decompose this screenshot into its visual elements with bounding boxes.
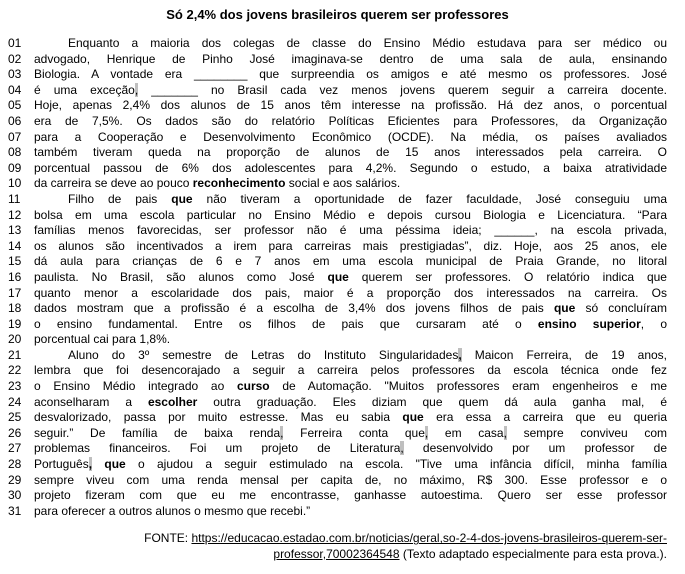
text-segment: o Ensino Médio integrado ao xyxy=(34,379,237,394)
text-segment: de Automação. "Muitos professores eram engenheiros e me xyxy=(269,379,668,394)
text-segment: desvalorizado, passa por muito estresse. Mas eu sabia xyxy=(34,410,403,425)
text-line xyxy=(8,83,667,99)
line-number: 07 xyxy=(8,129,22,144)
line-text xyxy=(34,317,667,333)
text-line xyxy=(8,208,667,224)
highlight-mark: , xyxy=(424,425,429,440)
text-line xyxy=(8,363,667,379)
text-line xyxy=(8,441,667,457)
line-number: 19 xyxy=(8,316,22,331)
text-line xyxy=(8,332,667,348)
line-number: 27 xyxy=(8,441,22,456)
line-text xyxy=(34,254,667,270)
line-text xyxy=(34,83,667,99)
text-segment: advogado, Henrique de Pinho José imaginava-se dentro de uma sala de aula, ensinando xyxy=(34,51,667,66)
bold-text: que xyxy=(553,301,576,316)
text-segment: da carreira se deve ao pouco xyxy=(34,176,193,191)
text-segment: porcentual cai para 1,8%. xyxy=(34,332,171,347)
text-segment: querem ser professores. O relatório indica que xyxy=(348,269,667,284)
line-text xyxy=(34,363,667,379)
text-line xyxy=(8,161,667,177)
line-text xyxy=(34,473,667,489)
text-line xyxy=(8,223,667,239)
line-text xyxy=(34,348,667,364)
text-line xyxy=(8,192,667,208)
source-suffix: (Texto adaptado especialmente para esta prova.). xyxy=(399,546,667,561)
text-segment: os alunos são incentivados a irem para carreiras mais prestigiadas”, diz. Hoje, aos 25 anos, ele xyxy=(34,238,667,253)
text-line xyxy=(8,145,667,161)
text-line xyxy=(8,488,667,504)
line-number: 23 xyxy=(8,379,22,394)
line-number: 21 xyxy=(8,347,22,362)
bold-text: escolher xyxy=(147,394,198,409)
text-line xyxy=(8,410,667,426)
line-text xyxy=(34,395,667,411)
text-segment: social e aos salários. xyxy=(285,176,401,191)
text-line xyxy=(8,504,667,520)
line-text xyxy=(34,239,667,255)
text-line xyxy=(8,395,667,411)
line-text xyxy=(34,176,667,192)
text-line xyxy=(8,98,667,114)
line-number: 30 xyxy=(8,488,22,503)
bold-text: ensino superior xyxy=(537,316,641,331)
line-number: 08 xyxy=(8,145,22,160)
line-text xyxy=(34,192,667,208)
text-segment: sempre conviveu com xyxy=(506,425,668,440)
source-url-line1: https://educacao.estadao.com.br/noticias/geral,so-2-4-dos-jovens-brasileiros-querem-ser- xyxy=(191,531,667,546)
text-segment: Biologia. A vontade era ________ que surpreendia os amigos e até mesmo os professores. José xyxy=(34,67,667,82)
line-number: 15 xyxy=(8,254,22,269)
line-text xyxy=(34,488,667,504)
text-line xyxy=(8,114,667,130)
text-segment: Ferreira conta que xyxy=(283,425,425,440)
bold-text: que xyxy=(402,410,424,425)
highlight-mark: , xyxy=(503,425,507,440)
line-text xyxy=(34,457,667,473)
highlight-mark: , xyxy=(280,425,284,440)
line-number: 31 xyxy=(8,503,22,518)
text-segment: era essa a carreira que eu queria xyxy=(423,410,667,425)
line-text xyxy=(34,426,667,442)
bold-text: que xyxy=(171,191,193,206)
text-segment: é uma exceção xyxy=(34,82,135,97)
document-title: Só 2,4% dos jovens brasileiros querem ser professores xyxy=(166,7,509,22)
text-segment: Enquanto a maioria dos colegas de classe do Ensino Médio estudava para ser médico ou xyxy=(68,36,667,50)
line-text xyxy=(34,145,667,161)
text-body xyxy=(8,36,667,519)
text-segment: não tiveram a oportunidade de fazer faculdade, José conseguiu uma xyxy=(192,191,667,206)
text-segment: problemas financeiros. Foi um projeto de Literatura xyxy=(34,441,401,456)
line-number: 25 xyxy=(8,410,22,425)
text-line xyxy=(8,317,667,333)
line-text xyxy=(34,114,667,130)
line-number: 24 xyxy=(8,394,22,409)
line-text xyxy=(34,379,667,395)
bold-text: que xyxy=(327,269,349,284)
text-line xyxy=(8,254,667,270)
text-line xyxy=(8,348,667,364)
line-text xyxy=(34,441,667,457)
line-number: 14 xyxy=(8,238,22,253)
text-line xyxy=(8,379,667,395)
line-number: 06 xyxy=(8,113,22,128)
text-line xyxy=(8,457,667,473)
line-number: 12 xyxy=(8,207,22,222)
line-text xyxy=(34,410,667,426)
line-number: 20 xyxy=(8,332,22,347)
text-segment: desenvolvido por um professor de xyxy=(403,441,667,456)
line-text xyxy=(34,161,667,177)
line-text xyxy=(34,36,667,52)
source-label: FONTE: xyxy=(144,531,192,546)
source-url-line2: professor,70002364548 xyxy=(273,546,400,561)
line-text xyxy=(34,504,667,520)
highlight-mark: , xyxy=(134,82,139,97)
text-segment: porcentual passou de 6% dos adolescentes para 4,2%. Segundo o estudo, a baixa atratividade xyxy=(34,160,667,175)
line-text xyxy=(34,270,667,286)
text-segment: para a Cooperação e Desenvolvimento Econômico (OCDE). Na média, os países avaliados xyxy=(34,129,667,144)
text-segment: _______ no Brasil cada vez menos jovens querem seguir a carreira docente. xyxy=(138,82,667,97)
line-number: 29 xyxy=(8,472,22,487)
text-segment: só concluíram xyxy=(575,301,667,316)
text-line xyxy=(8,473,667,489)
text-line xyxy=(8,426,667,442)
text-segment: para oferecer a outros alunos o mesmo que recebi.” xyxy=(34,503,311,518)
text-line xyxy=(8,239,667,255)
text-segment: Português xyxy=(34,457,89,472)
line-number: 03 xyxy=(8,67,22,82)
line-number: 04 xyxy=(8,82,22,97)
line-text xyxy=(34,332,667,348)
text-segment: era de 7,5%. Os dados são do relatório Políticas Eficientes para Professores, da Organização xyxy=(34,113,667,128)
text-segment: Hoje, apenas 2,4% dos alunos de 15 anos têm interesse na profissão. Há dez anos, o porcentual xyxy=(34,98,667,113)
line-number: 13 xyxy=(8,223,22,238)
line-text xyxy=(34,301,667,317)
text-segment: dados mostram que a profissão é a escolha de 3,4% dos jovens filhos de pais xyxy=(34,301,554,316)
text-segment: outra graduação. Eles diziam que quem dá aula ganha mal, é xyxy=(197,394,667,409)
text-segment: Aluno do 3º semestre de Letras do Instituto Singularidades xyxy=(68,347,459,362)
text-segment: Filho de pais xyxy=(68,191,172,206)
line-text xyxy=(34,98,667,114)
text-segment xyxy=(92,457,104,471)
text-segment: dá aula para crianças de 6 e 7 anos em uma escola municipal de Praia Grande, no litoral xyxy=(34,254,667,269)
highlight-mark: , xyxy=(400,441,404,456)
line-number: 26 xyxy=(8,425,22,440)
text-segment: paulista. No Brasil, são alunos como José xyxy=(34,269,328,284)
line-number: 16 xyxy=(8,269,22,284)
text-line xyxy=(8,176,667,192)
highlight-mark: , xyxy=(88,457,93,472)
text-line xyxy=(8,270,667,286)
text-segment: , o xyxy=(640,316,668,331)
line-text xyxy=(34,286,667,302)
line-number: 11 xyxy=(8,191,21,206)
text-line xyxy=(8,36,667,52)
bold-text: que xyxy=(104,457,126,472)
text-segment: lembra que foi desencorajado a seguir a carreira pelos professores da escola técnica onde fez xyxy=(34,363,667,378)
line-text xyxy=(34,52,667,68)
text-segment: o ensino fundamental. Entre os filhos de pais que cursaram até o xyxy=(34,316,538,331)
text-line xyxy=(8,286,667,302)
text-segment: bolsa em uma escola particular no Ensino Médio e depois cursou Biologia e Licenciatura. “Para xyxy=(34,207,667,222)
line-number: 02 xyxy=(8,51,22,66)
text-segment: seguir.” De família de baixa renda xyxy=(34,425,281,440)
line-number: 01 xyxy=(8,36,22,50)
text-line xyxy=(8,301,667,317)
bold-text: reconhecimento xyxy=(192,176,286,191)
text-segment: o ajudou a seguir estimulado na escola. "Tive uma infância difícil, minha família xyxy=(125,457,667,472)
text-segment: famílias menos favorecidas, ser professor não é uma péssima ideia; ______, na escola privada, xyxy=(34,223,667,238)
line-number: 05 xyxy=(8,98,22,113)
highlight-mark: , xyxy=(458,347,462,362)
line-number: 09 xyxy=(8,160,22,175)
text-line xyxy=(8,67,667,83)
text-line xyxy=(8,52,667,68)
line-text xyxy=(34,223,667,239)
source-block xyxy=(8,531,667,562)
text-segment: aconselharam a xyxy=(34,394,148,409)
text-segment: em casa xyxy=(428,425,504,440)
line-text xyxy=(34,130,667,146)
line-number: 22 xyxy=(8,363,22,378)
text-line xyxy=(8,130,667,146)
text-segment: sempre viveu com uma renda mensal per capita de, no máximo, R$ 300. Esse professor e o xyxy=(34,472,667,487)
line-text xyxy=(34,208,667,224)
line-number: 18 xyxy=(8,301,22,316)
line-number: 17 xyxy=(8,285,22,300)
text-segment: quanto menor a escolaridade dos pais, maior é a proporção dos interessados na carreira. Os xyxy=(34,285,667,300)
line-number: 10 xyxy=(8,176,22,191)
text-segment: Maicon Ferreira, de 19 anos, xyxy=(461,347,668,362)
bold-text: curso xyxy=(236,379,270,394)
text-segment: também tiveram queda na proporção de alunos de 15 anos interessados pela carreira. O xyxy=(34,145,667,160)
text-segment: projeto fizeram com que eu me encontrasse, ganhasse autoestima. Quero ser esse professor xyxy=(34,488,667,503)
line-number: 28 xyxy=(8,457,22,472)
line-text xyxy=(34,67,667,83)
